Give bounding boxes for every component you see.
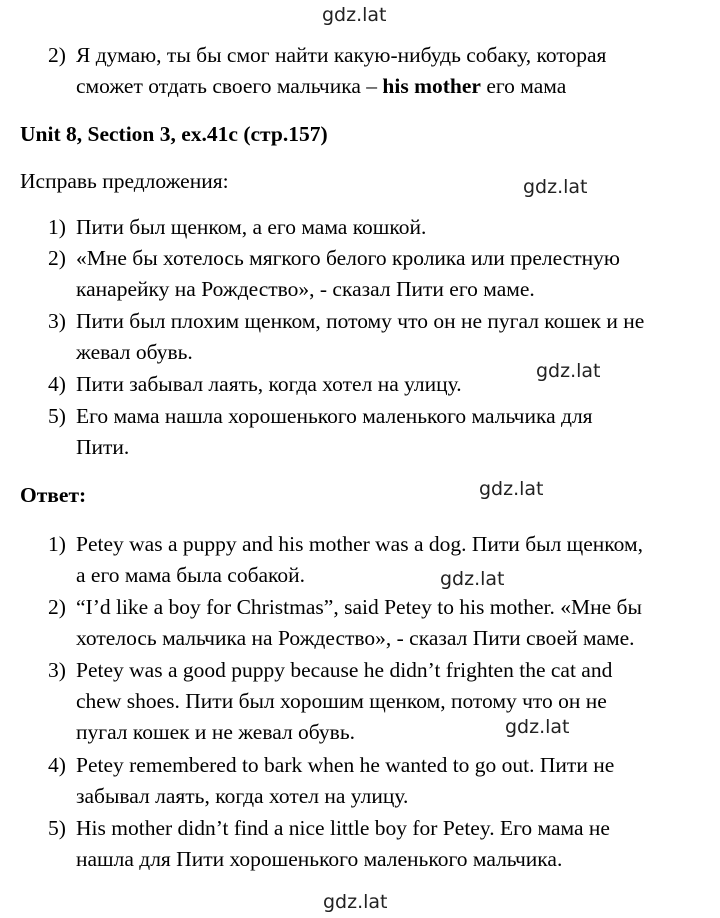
item-number: 2): [48, 246, 66, 270]
item-text-line: хотелось мальчика на Рождество», - сказал Пити своей маме.: [76, 626, 635, 650]
item-text-line: нашла для Пити хорошенького маленького мальчика.: [76, 847, 563, 871]
item-text-line: Petey was a good puppy because he didn’t frighten the cat and: [76, 658, 613, 682]
item-text-line: “I’d like a boy for Christmas”, said Petey to his mother. «Мне бы: [76, 595, 642, 619]
watermark: gdz.lat: [479, 478, 544, 500]
item-text-line: His mother didn’t find a nice little boy for Petey. Его мама не: [76, 816, 610, 840]
item-text-line: chew shoes. Пити был хорошим щенком, потому что он не: [76, 689, 607, 713]
item-number: 1): [48, 215, 66, 239]
item-text-line: Пити был щенком, а его мама кошкой.: [76, 215, 427, 239]
bold-phrase: his mother: [382, 74, 481, 98]
item-number: 5): [48, 816, 66, 840]
item-text-line: Пити.: [76, 435, 130, 459]
item-number: 3): [48, 309, 66, 333]
instruction: Исправь предложения:: [20, 169, 229, 193]
item-text-line: Petey was a puppy and his mother was a dog. Пити был щенком,: [76, 532, 643, 556]
item-text-line: Его мама нашла хорошенького маленького мальчика для: [76, 404, 593, 428]
item-text-line: «Мне бы хотелось мягкого белого кролика или прелестную: [76, 246, 620, 270]
watermark: gdz.lat: [505, 716, 570, 738]
item-text-line: Petey remembered to bark when he wanted to go out. Пити не: [76, 753, 615, 777]
item-text-line: забывал лаять, когда хотел на улицу.: [76, 784, 409, 808]
answer-label: Ответ:: [20, 483, 87, 507]
watermark: gdz.lat: [440, 568, 505, 590]
watermark: gdz.lat: [322, 4, 387, 26]
watermark: gdz.lat: [323, 891, 388, 913]
item-number: 4): [48, 753, 66, 777]
item-number: 3): [48, 658, 66, 682]
item-text-line: Пити был плохим щенком, потому что он не пугал кошек и не: [76, 309, 645, 333]
item-text-line: сможет отдать своего мальчика – his mother его мама: [76, 74, 567, 98]
item-text-line: пугал кошек и не жевал обувь.: [76, 720, 356, 744]
item-text-line: а его мама была собакой.: [76, 563, 306, 587]
item-number: 5): [48, 404, 66, 428]
item-text-line: Я думаю, ты бы смог найти какую-нибудь собаку, которая: [76, 43, 607, 67]
item-number: 2): [48, 595, 66, 619]
item-text-line: Пити забывал лаять, когда хотел на улицу.: [76, 372, 462, 396]
watermark: gdz.lat: [536, 360, 601, 382]
item-text-line: канарейку на Рождество», - сказал Пити его маме.: [76, 277, 535, 301]
item-number: 2): [48, 43, 66, 67]
item-text-line: жевал обувь.: [76, 340, 193, 364]
section-title: Unit 8, Section 3, ex.41c (стр.157): [20, 122, 328, 146]
watermark: gdz.lat: [523, 176, 588, 198]
item-number: 4): [48, 372, 66, 396]
item-number: 1): [48, 532, 66, 556]
